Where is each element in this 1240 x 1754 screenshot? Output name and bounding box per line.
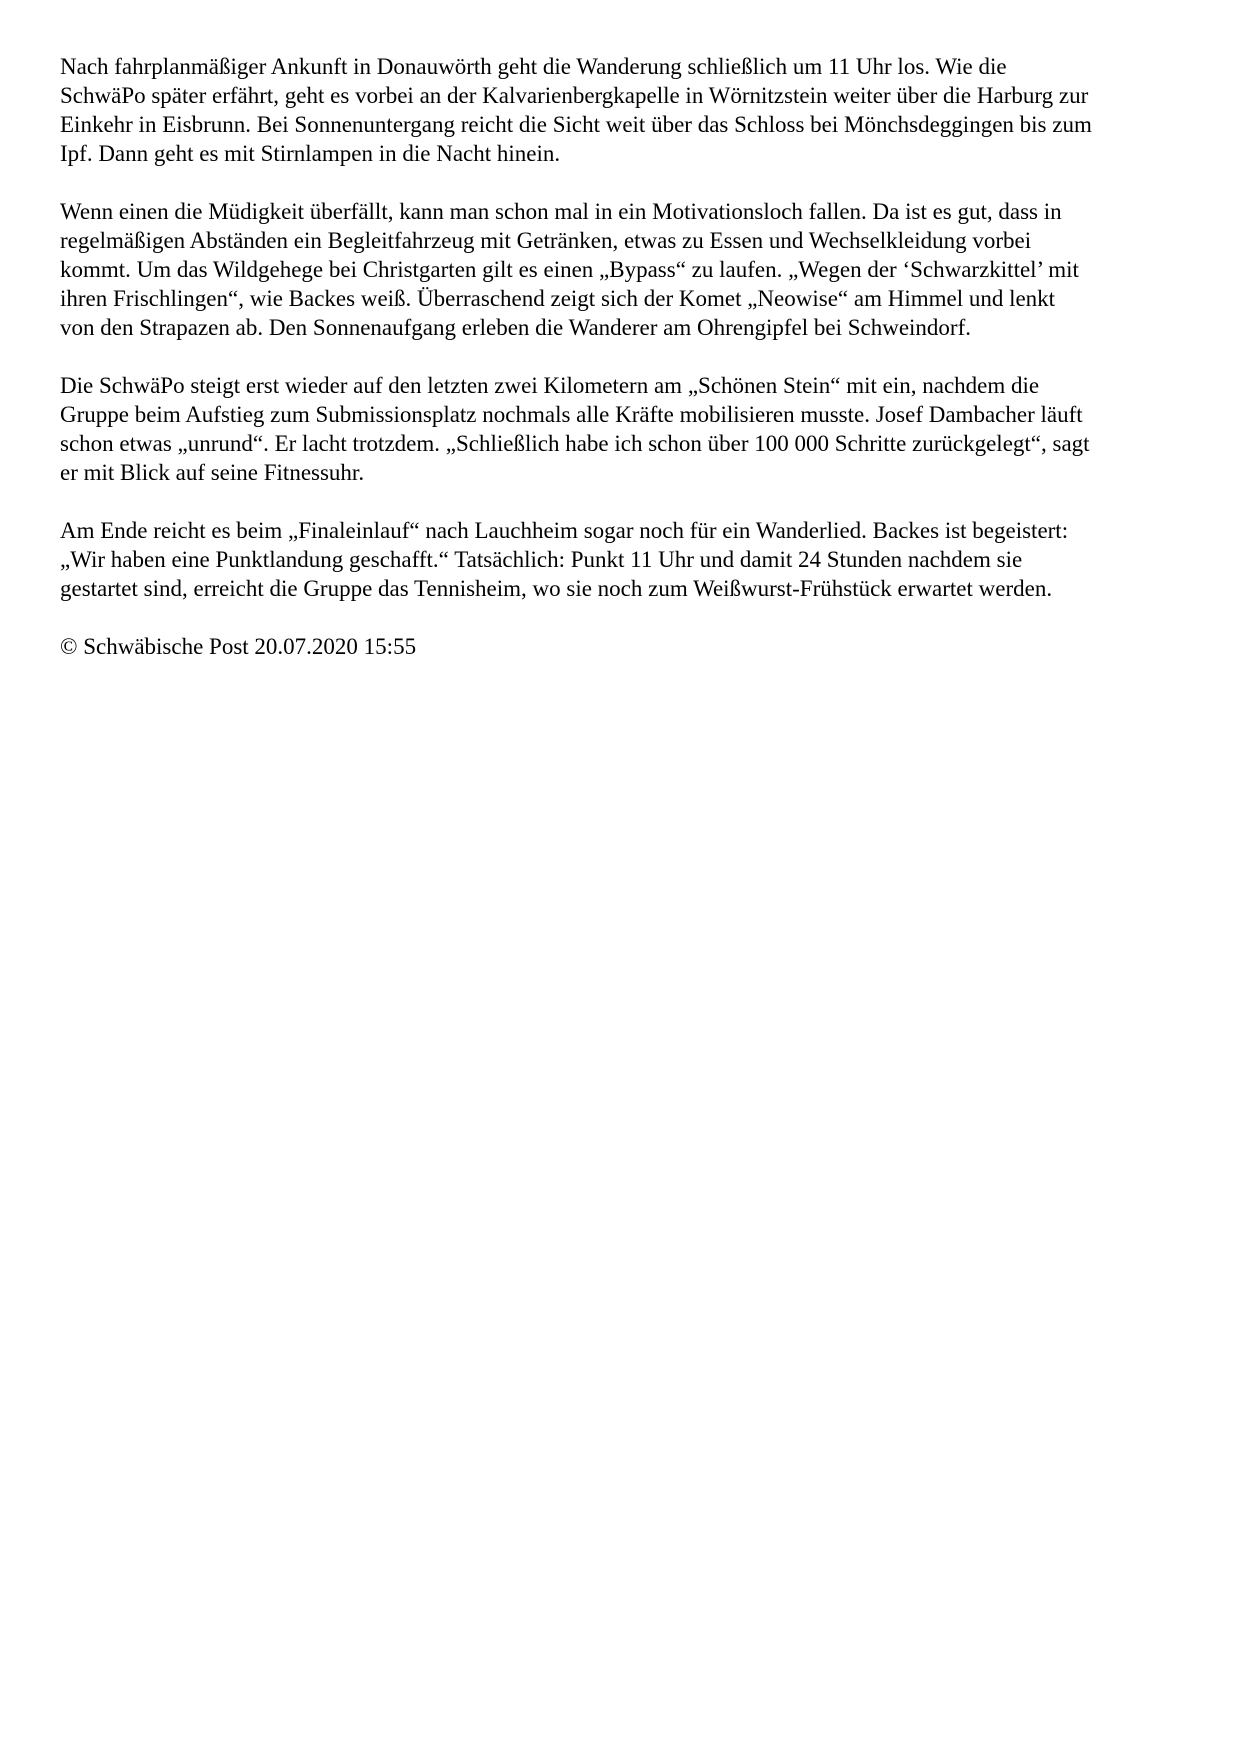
paragraph-2: [60, 197, 1190, 342]
paragraph-1: [60, 52, 1190, 168]
text-line: regelmäßigen Abständen ein Begleitfahrzeug mit Getränken, etwas zu Essen und Wechselkleidung vorbei: [60, 228, 1032, 253]
text-line: schon etwas „unrund“. Er lacht trotzdem. „Schließlich habe ich schon über 100 000 Schritte zurückgelegt“, sagt: [60, 431, 1090, 456]
text-line: er mit Blick auf seine Fitnessuhr.: [60, 460, 365, 485]
text-line: Nach fahrplanmäßiger Ankunft in Donauwörth geht die Wanderung schließlich um 11 Uhr los. Wie die: [60, 54, 1007, 79]
text-line: Ipf. Dann geht es mit Stirnlampen in die Nacht hinein.: [60, 141, 561, 166]
text-line: „Wir haben eine Punktlandung geschafft.“ Tatsächlich: Punkt 11 Uhr und damit 24 Stunden nachdem sie: [60, 547, 1023, 572]
text-line: SchwäPo später erfährt, geht es vorbei an der Kalvarienbergkapelle in Wörnitzstein weiter über die Harburg zur: [60, 83, 1089, 108]
text-line: Am Ende reicht es beim „Finaleinlauf“ nach Lauchheim sogar noch für ein Wanderlied. Backes ist begeistert:: [60, 518, 1069, 543]
document-page: [60, 52, 1190, 661]
text-line: gestartet sind, erreicht die Gruppe das Tennisheim, wo sie noch zum Weißwurst-Frühstück erwartet werden.: [60, 576, 1053, 601]
text-line: Wenn einen die Müdigkeit überfällt, kann man schon mal in ein Motivationsloch fallen. Da ist es gut, dass in: [60, 199, 1062, 224]
paragraph-4: [60, 516, 1190, 603]
paragraph-3: [60, 371, 1190, 487]
text-line: Die SchwäPo steigt erst wieder auf den letzten zwei Kilometern am „Schönen Stein“ mit ein, nachdem die: [60, 373, 1040, 398]
text-line: kommt. Um das Wildgehege bei Christgarten gilt es einen „Bypass“ zu laufen. „Wegen der ‘Schwarzkittel’ mit: [60, 257, 1079, 282]
text-line: von den Strapazen ab. Den Sonnenaufgang erleben die Wanderer am Ohrengipfel bei Schweindorf.: [60, 315, 972, 340]
text-line: Einkehr in Eisbrunn. Bei Sonnenuntergang reicht die Sicht weit über das Schloss bei Mönchsdeggingen bis zum: [60, 112, 1092, 137]
text-line: ihren Frischlingen“, wie Backes weiß. Überraschend zeigt sich der Komet „Neowise“ am Himmel und lenkt: [60, 286, 1056, 311]
text-line: Gruppe beim Aufstieg zum Submissionsplatz nochmals alle Kräfte mobilisieren musste. Josef Dambacher läuft: [60, 402, 1083, 427]
copyright-notice: © Schwäbische Post 20.07.2020 15:55: [60, 634, 417, 659]
